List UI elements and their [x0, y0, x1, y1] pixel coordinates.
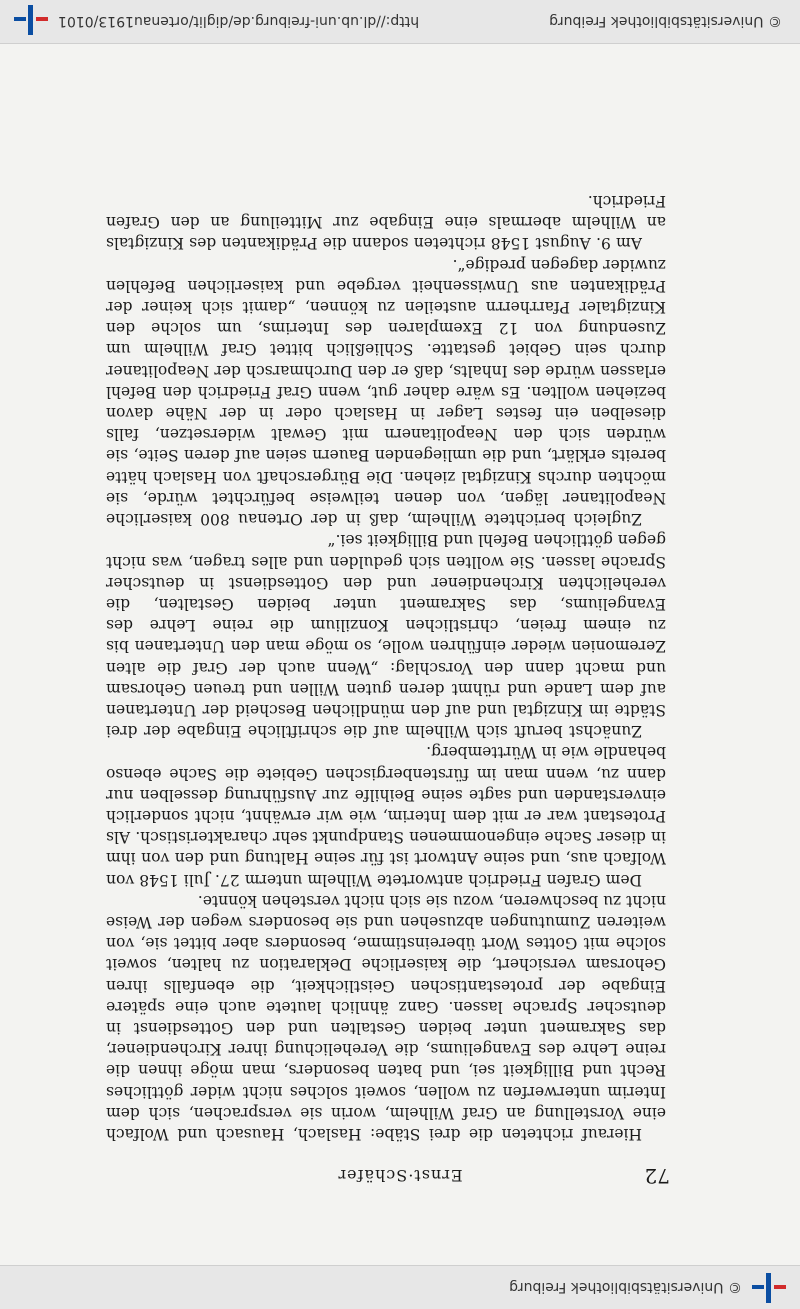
source-bar [0, 0, 800, 44]
page-number: 72 [644, 1164, 670, 1188]
paragraph: Am 9. August 1548 richteten sodann die Prädikanten des Kinzigtals an Wilhelm abermals eine Eingabe zur Mitteilung an den Grafen Friedrich. [106, 192, 666, 253]
running-head-author: Ernst·Schäfer [337, 1166, 463, 1186]
library-logo-icon [752, 1273, 786, 1303]
library-logo-icon [14, 5, 48, 35]
paragraph: Hierauf richteten die drei Stäbe: Haslach, Hausach und Wolfach eine Vorstellung an Graf Wilhelm, worin sie versprachen, sich dem Interim unterwerfen zu wollen, soweit solches nicht wider göttliches Recht und Billigkeit sei, und baten besonders, man möge ihnen die reine Lehre des Evangeliums, die Verehelichung ihrer Kirchendiener, das Sakrament unter beiden Gestalten und den Gottesdienst in deutscher Sprache lassen. Ganz ähnlich lautete auch eine spätere Eingabe der protestantischen Geistlichkeit, die ebenfalls ihren Gehorsam versichert, die kaiserliche Deklaration zu halten, soweit solche mit Gottes Wort übereinstimme, besonders aber bittet sie, von weiteren Zumutungen abzusehen und sie besonders wegen der Weise nicht zu beschweren, wozu sie sich nicht verstehen könnte. [106, 891, 666, 1143]
source-copyright: © Universitätsbibliothek Freiburg [549, 13, 782, 30]
page-header [130, 1161, 670, 1191]
paragraph: Zugleich berichtete Wilhelm, daß in der Ortenau 800 kaiserliche Neapolitaner lägen, von denen teilweise befürchtet würde, sie möchten durchs Kinzigtal ziehen. Die Bürgerschaft von Haslach hätte bereits erklärt, und die umliegenden Bauern seien auf deren Seite, sie würden sich den Neapolitanern mit Gewalt widersetzen, falls dieselben ein festes Lager in Haslach oder in der Nähe davon beziehen wollten. Es wäre daher gut, wenn Graf Friedrich den Befehl erlassen würde des Inhalts, daß er den Durchmarsch der Neapolitaner durch sein Gebiet gestatte. Schließlich bittet Graf Wilhelm um Zusendung von 12 Exemplaren des Interims, um solche den Kinzigtaler Pfarrherrn austeilen zu können, „damit sich keiner der Prädikanten aus Unwissenheit vergebe und kaiserlichen Befehlen zuwider dagegen predige“. [106, 255, 666, 529]
top-bar [0, 1265, 800, 1309]
paragraph: Dem Grafen Friedrich antwortete Wilhelm unterm 27. Juli 1548 von Wolfach aus, und seine Antwort ist für seine Haltung und den von ihm in dieser Sache eingenommenen Standpunkt sehr charakteristisch. Als Protestant war er mit dem Interim, wie wir erwähnt, nicht sonderlich einverstanden und sagte seine Beihilfe zur Ausführung desselben nur dann zu, wenn man im fürstenbergischen Gebiete die Sache ebenso behandle wie in Württemberg. [106, 743, 666, 889]
paragraph: Zunächst beruft sich Wilhelm auf die schriftliche Eingabe der drei Städte im Kinzigtal und auf den mündlichen Bescheid der Untertanen auf dem Lande und rühmt deren guten Willen und treuen Gehorsam und macht dann den Vorschlag: „Wenn auch der Graf die alten Zeremonien wieder einführen wolle, so möge man den Untertanen bis zu einem freien, christlichen Konzilium die reine Lehre des Evangeliums, das Sakrament unter beiden Gestalten, die verehelichten Kirchendiener und den Gottesdienst in deutscher Sprache lassen. Sie wollten sich gedulden und alles tragen, was nicht gegen göttlichen Befehl und Billigkeit sei.“ [106, 531, 666, 741]
top-copyright: © Universitätsbibliothek Freiburg [509, 1279, 742, 1296]
source-url-link[interactable]: http://dl.ub.uni-freiburg.de/diglit/ortenau1913/0101 [58, 13, 420, 30]
body-text [106, 190, 666, 1144]
